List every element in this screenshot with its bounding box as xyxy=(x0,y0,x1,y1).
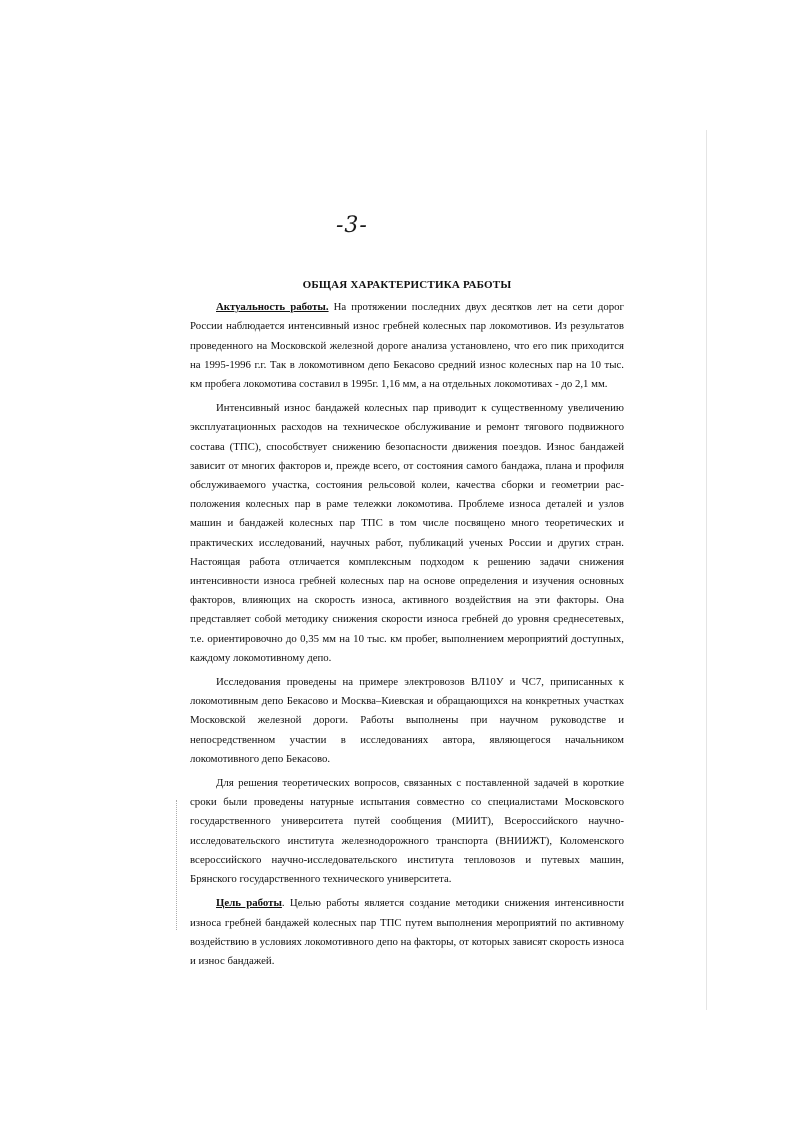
goal-text: . Целью работы является создание методики снижения интенсивности износа гребней бандажей колесных пар ТПС путем выполнения мероприятий по активному воздействию в условиях локомотивного депо на факторы, от которых зависят скорость износа и износ бандажей. xyxy=(190,897,625,967)
relevance-lead: Актуальность работы. xyxy=(216,301,329,314)
paragraph-research-scope: Исследования проведены на примере электровозов ВЛ10У и ЧС7, приписанных к локомотивным депо Бекасово и Москва–Киевская и обращающихся на конкретных участках Московской железной дороги. Работы выполнены при научном руководстве и непосредственном участии в исследованиях автора, являющегося начальником локомотивного депо Бекасово. xyxy=(190,676,624,765)
relevance-text: На протяжении последних двух десятков лет на сети дорог России наблюдается интенсивный износ гребней колесных пар локомотивов. Из результатов проведенного на Московской железной дороге анализа установлено, что его пик приходится на 1995-1996 г.г. Так в локомотивном депо Бекасово средний износ колесных пар на 10 тыс. км пробега локомотива составил в 1995г. 1,16 мм, а на отдельных локомотивах - до 2,1 мм. xyxy=(190,301,624,391)
paragraph-goal xyxy=(190,894,624,971)
paragraph-relevance xyxy=(190,298,624,394)
page-number: -3- xyxy=(336,213,368,238)
goal-lead: Цель работы xyxy=(216,897,282,910)
margin-marks xyxy=(176,800,191,930)
paragraph-wear-factors: Интенсивный износ бандажей колесных пар приводит к существенному увеличению эксплуатационных расходов на техническое обслуживание и ремонт тягового подвижного состава (ТПС), способствует снижению безопасности движения поездов. Износ бандажей зависит от многих факторов и, прежде всего, от состояния самого бандажа, плана и профиля обслуживаемого участка, состояния рельсовой колеи, качества сборки и геометрии рас-положения колесных пар в раме тележки локомотива. Проблеме износа деталей и узлов машин и бандажей колесных пар ТПС в том числе посвящено много теоретических и практических исследований, научных работ, публикаций ученых России и других стран. Настоящая работа отличается комплексным подходом к решению задачи снижения интенсивности износа гребней колесных пар на основе определения и изучения основных факторов, влияющих на скорость износа, активного воздействия на эти факторы. Она представляет собой методику снижения скорости износа гребней до уровня среднесетевых, т.е. ориентировочно до 0,35 мм на 10 тыс. км пробег, выполнением мероприятий доступных, каждому локомотивному депо. xyxy=(190,402,624,664)
paragraph-field-tests: Для решения теоретических вопросов, связанных с поставленной задачей в короткие сроки были проведены натурные испытания совместно со специалистами Московского государственного университета путей сообщения (МИИТ), Всероссийского научно-исследовательского института железнодорожного транспорта (ВНИИЖТ), Коломенского всероссийского научно-исследовательского института тепловозов и путевых машин, Брянского государственного технического университета. xyxy=(190,777,624,886)
scan-edge-line xyxy=(706,130,707,1010)
document-body xyxy=(190,276,624,976)
section-heading: ОБЩАЯ ХАРАКТЕРИСТИКА РАБОТЫ xyxy=(302,279,512,291)
